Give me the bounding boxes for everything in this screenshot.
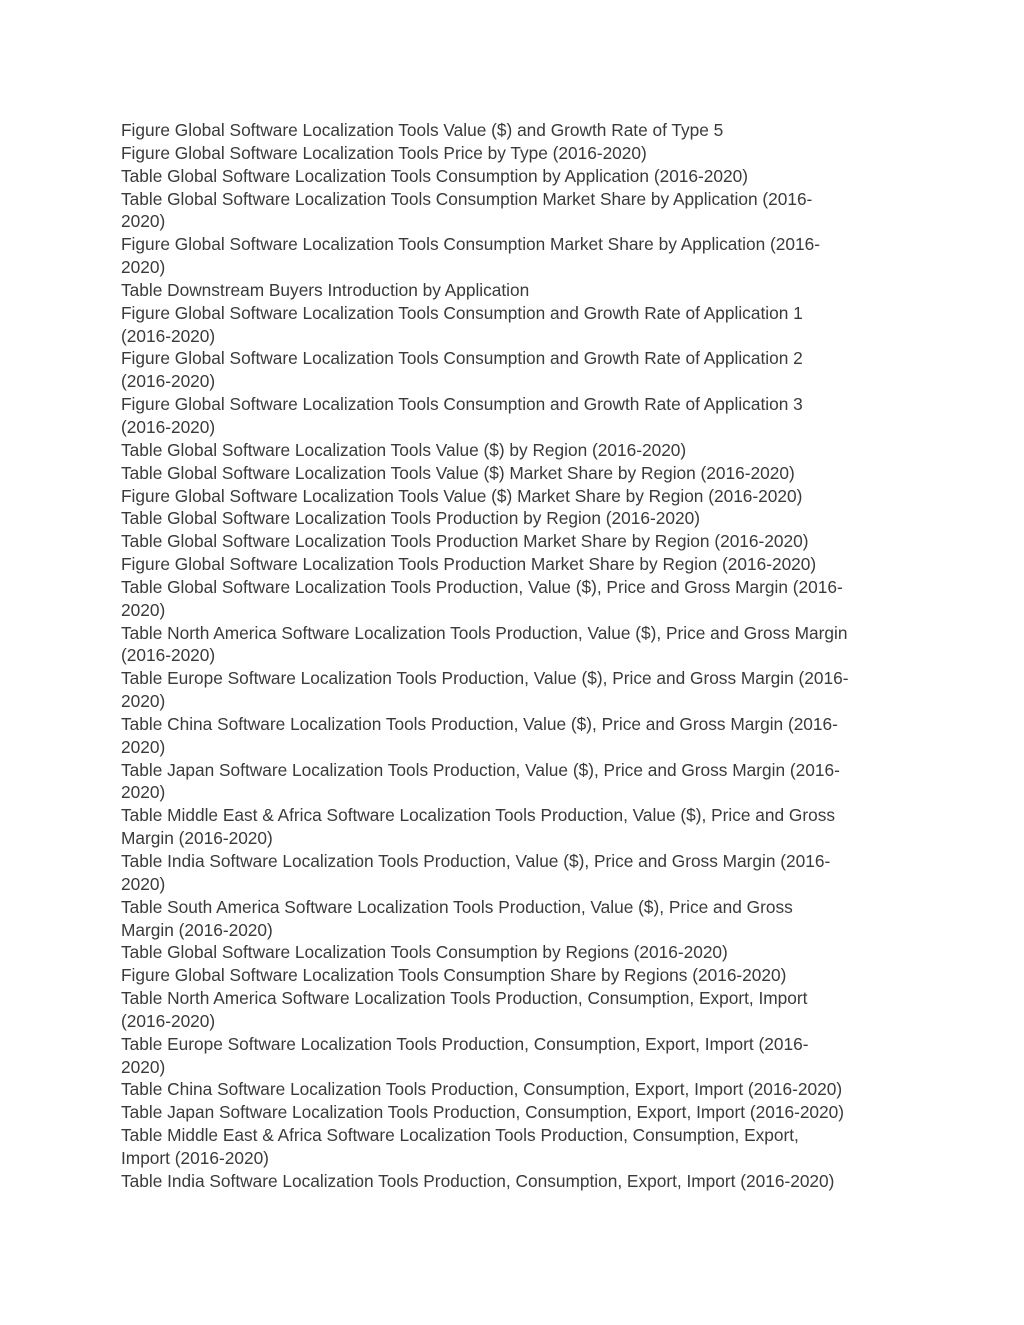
list-item: Figure Global Software Localization Tools Production Market Share by Region (2016-2020)	[121, 554, 817, 575]
list-item: Table India Software Localization Tools Production, Consumption, Export, Import (2016-2020)	[121, 1170, 835, 1191]
list-item: Table China Software Localization Tools Production, Value ($), Price and Gross Margin (2016- 2020)	[121, 713, 838, 757]
list-item: Figure Global Software Localization Tools Consumption and Growth Rate of Application 1 (2016-2020)	[121, 302, 803, 346]
list-item: Table Global Software Localization Tools Production, Value ($), Price and Gross Margin (2016- 2020)	[121, 576, 843, 620]
list-item: Table Europe Software Localization Tools Production, Consumption, Export, Import (2016- 2020)	[121, 1033, 809, 1077]
list-item: Table Global Software Localization Tools Production Market Share by Region (2016-2020)	[121, 531, 809, 552]
list-item: Table Global Software Localization Tools Production by Region (2016-2020)	[121, 508, 700, 529]
list-item: Table Global Software Localization Tools Value ($) by Region (2016-2020)	[121, 439, 687, 460]
list-item: Figure Global Software Localization Tools Price by Type (2016-2020)	[121, 142, 647, 163]
list-item: Figure Global Software Localization Tools Consumption and Growth Rate of Application 3 (2016-2020)	[121, 394, 803, 437]
list-item: Table Downstream Buyers Introduction by Application	[121, 279, 530, 300]
list-item: Table Global Software Localization Tools Consumption Market Share by Application (2016- 2020)	[121, 188, 813, 232]
list-item: Figure Global Software Localization Tools Consumption Market Share by Application (2016- 2020)	[121, 234, 820, 278]
list-item: Table Global Software Localization Tools Consumption by Application (2016-2020)	[121, 165, 748, 186]
list-item: Table Middle East & Africa Software Localization Tools Production, Consumption, Export, Import (2016-2020)	[121, 1125, 799, 1168]
list-item: Table Middle East & Africa Software Localization Tools Production, Value ($), Price and Gross Margin (2016-2020)	[121, 805, 836, 849]
list-item: Table Japan Software Localization Tools Production, Value ($), Price and Gross Margin (2016- 2020)	[121, 759, 840, 803]
list-item: Table Global Software Localization Tools Consumption by Regions (2016-2020)	[121, 942, 728, 963]
list-item: Table Europe Software Localization Tools Production, Value ($), Price and Gross Margin (2016- 2020)	[121, 668, 849, 712]
list-item: Table Global Software Localization Tools Value ($) Market Share by Region (2016-2020)	[121, 462, 795, 483]
list-item: Table North America Software Localization Tools Production, Consumption, Export, Import (2016-2020)	[121, 988, 808, 1031]
list-item: Figure Global Software Localization Tools Value ($) and Growth Rate of Type 5	[121, 120, 724, 140]
table-of-figures-list	[121, 119, 906, 1193]
list-item: Figure Global Software Localization Tools Value ($) Market Share by Region (2016-2020)	[121, 485, 803, 506]
list-item: Table India Software Localization Tools Production, Value ($), Price and Gross Margin (2016- 2020)	[121, 851, 831, 894]
list-item: Table Japan Software Localization Tools Production, Consumption, Export, Import (2016-2020)	[121, 1102, 845, 1123]
list-item: Table South America Software Localization Tools Production, Value ($), Price and Gross Margin (2016-2020)	[121, 896, 793, 940]
list-item: Figure Global Software Localization Tools Consumption Share by Regions (2016-2020)	[121, 965, 787, 986]
list-item: Table North America Software Localization Tools Production, Value ($), Price and Gross Margin (2016-2020)	[121, 622, 848, 666]
list-item: Figure Global Software Localization Tools Consumption and Growth Rate of Application 2 (2016-2020)	[121, 348, 803, 392]
list-item: Table China Software Localization Tools Production, Consumption, Export, Import (2016-2020)	[121, 1079, 843, 1100]
